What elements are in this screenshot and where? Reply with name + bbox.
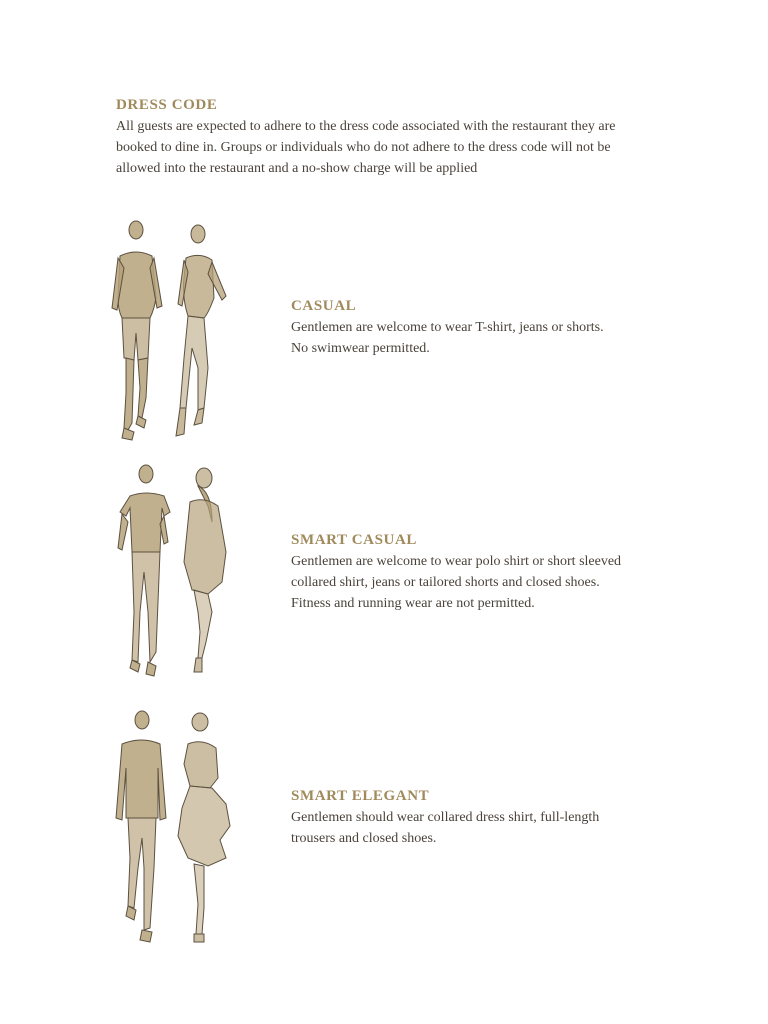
section-heading: CASUAL <box>291 298 357 314</box>
section-description <box>291 807 651 849</box>
description-line: No swimwear permitted. <box>291 341 430 356</box>
section-heading: SMART CASUAL <box>291 532 417 548</box>
man-figure <box>118 465 170 676</box>
woman-figure <box>176 225 226 436</box>
smart-casual-couple-illustration <box>108 462 238 692</box>
intro-paragraph <box>116 116 646 179</box>
description-line: Gentlemen are welcome to wear T-shirt, jeans or shorts. <box>291 320 604 335</box>
man-figure <box>112 221 162 440</box>
page-title: DRESS CODE <box>116 97 218 113</box>
smart-elegant-text <box>291 787 661 849</box>
woman-figure <box>178 713 230 942</box>
section-description <box>291 317 651 359</box>
description-line: Fitness and running wear are not permitted. <box>291 596 535 611</box>
description-line: trousers and closed shoes. <box>291 831 437 846</box>
intro-line: allowed into the restaurant and a no-show charge will be applied <box>116 161 478 176</box>
smart-casual-text <box>291 531 661 614</box>
section-description <box>291 551 651 614</box>
smart-elegant-couple-illustration <box>108 708 238 938</box>
woman-figure <box>184 468 226 672</box>
casual-couple-illustration <box>108 218 238 448</box>
description-line: Gentlemen should wear collared dress shirt, full-length <box>291 810 600 825</box>
section-heading: SMART ELEGANT <box>291 788 430 804</box>
intro-block <box>116 96 656 179</box>
description-line: Gentlemen are welcome to wear polo shirt or short sleeved <box>291 554 622 569</box>
description-line: collared shirt, jeans or tailored shorts and closed shoes. <box>291 575 600 590</box>
man-figure <box>116 711 166 942</box>
casual-text <box>291 297 661 359</box>
intro-line: booked to dine in. Groups or individuals who do not adhere to the dress code will not be <box>116 140 611 155</box>
intro-line: All guests are expected to adhere to the dress code associated with the restaurant they are <box>116 119 616 134</box>
